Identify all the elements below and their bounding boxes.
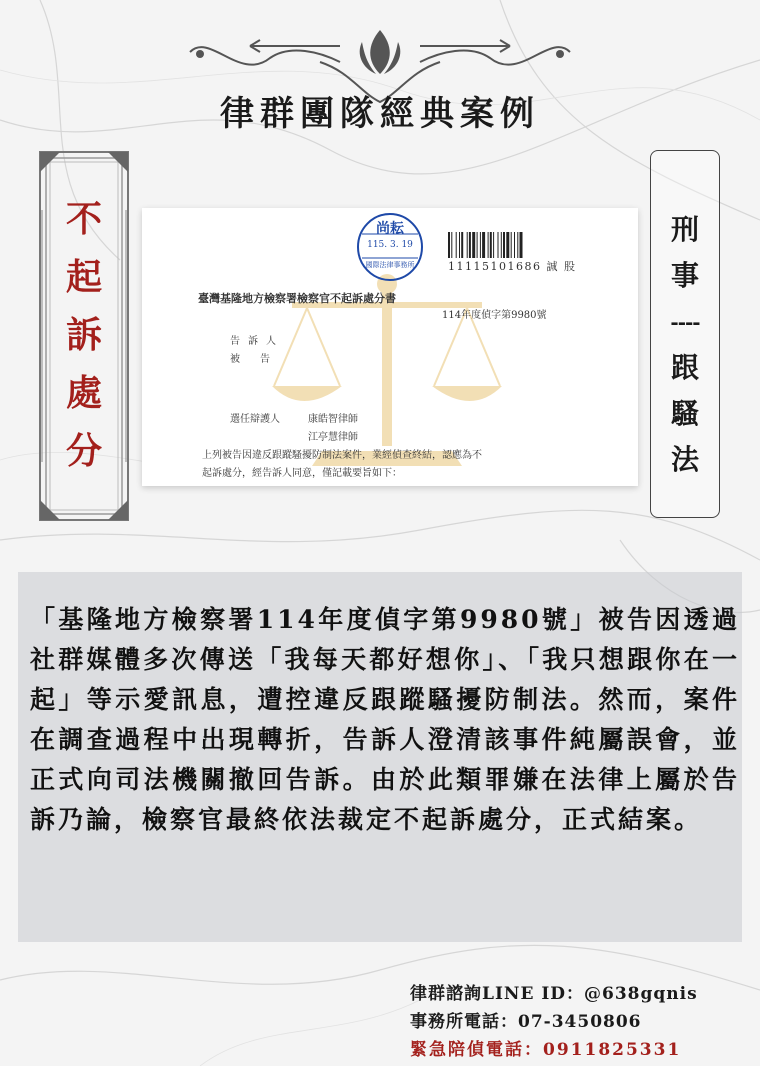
- verdict-char: 分: [65, 430, 102, 472]
- category-text: [651, 207, 719, 483]
- barcode-bar: [480, 232, 481, 258]
- lawyer-name: 江亭慧律師: [308, 432, 358, 443]
- barcode-bar: [448, 232, 450, 258]
- barcode-bar: [511, 232, 512, 258]
- main-title: 律群團隊經典案例: [220, 94, 540, 134]
- emergency-phone[interactable]: 緊急陪偵電話：0911825331: [410, 1040, 682, 1060]
- category-char: 事: [670, 259, 699, 292]
- stamp-bottom: 國際法律事務所: [365, 261, 415, 269]
- barcode-bar: [520, 232, 523, 258]
- barcode-bar: [514, 232, 515, 258]
- barcode-bar: [467, 232, 468, 258]
- verdict-char: 處: [65, 372, 102, 414]
- barcode-bar: [490, 232, 492, 258]
- category-banner: [650, 150, 720, 518]
- lawyer-name: 康皓智律師: [308, 414, 358, 425]
- barcode-bar: [459, 232, 460, 258]
- barcode-bar: [501, 232, 502, 258]
- barcode-bar: [477, 232, 478, 258]
- barcode-bar: [472, 232, 475, 258]
- category-char: 騷: [670, 397, 699, 430]
- office-phone[interactable]: 事務所電話：07-3450806: [410, 1012, 642, 1032]
- barcode-bar: [498, 232, 499, 258]
- barcode-bar: [506, 232, 509, 258]
- barcode-bar: [461, 232, 463, 258]
- barcode-bar: [482, 232, 485, 258]
- plaintiff-label: 告訴人: [230, 336, 284, 347]
- document-title: 臺灣基隆地方檢察署檢察官不起訴處分書: [198, 292, 396, 305]
- verdict-char: 訴: [65, 314, 102, 356]
- category-char: 法: [670, 443, 699, 476]
- barcode-bar: [517, 232, 518, 258]
- barcode-bar: [503, 232, 505, 258]
- verdict-text: [38, 190, 130, 480]
- barcode-bar: [451, 232, 452, 258]
- defense-label: 選任辯護人: [230, 414, 280, 425]
- category-char: 跟: [670, 351, 699, 384]
- barcode-bar: [456, 232, 457, 258]
- barcode-number: 11115101686 誠 股: [448, 260, 577, 273]
- barcode-bar: [488, 232, 489, 258]
- contact-info: [410, 980, 698, 1064]
- case-number: 114年度偵字第9980號: [442, 310, 547, 321]
- barcode-bar: [493, 232, 494, 258]
- case-summary-panel: [18, 572, 742, 942]
- verdict-banner: [38, 150, 130, 522]
- received-stamp-text: [356, 212, 424, 282]
- category-divider: ----: [670, 310, 700, 334]
- stamp-date: 115. 3. 19: [367, 240, 413, 250]
- verdict-char: 不: [65, 198, 102, 240]
- document-line: 上列被告因違反跟蹤騷擾防制法案件，業經偵查終結，認應為不: [202, 450, 482, 461]
- document-line: 起訴處分，經告訴人同意，僅記載要旨如下：: [202, 468, 402, 479]
- verdict-char: 起: [65, 256, 102, 298]
- stamp-top: 尚耘: [376, 221, 404, 237]
- case-summary-text: 「基隆地方檢察署114年度偵字第9980號」被告因透過社群媒體多次傳送「我每天都好想你」、「我只想跟你在一起」等示愛訊息，遭控違反跟蹤騷擾防制法。然而，案件在調查過程中出現轉折，告訴人澄清該事件純屬誤會，並正式向司法機關撤回告訴。由於此類罪嫌在法律上屬於告訴乃論，檢察官最終依法裁定不起訴處分，正式結案。: [30, 605, 740, 834]
- line-id[interactable]: 律群諮詢LINE ID：@638gqnis: [410, 984, 698, 1004]
- category-char: 刑: [670, 213, 699, 246]
- scanned-document: [142, 208, 638, 486]
- barcode: [448, 232, 578, 258]
- barcode-bar: [469, 232, 471, 258]
- defendant-label: 被告: [230, 354, 290, 365]
